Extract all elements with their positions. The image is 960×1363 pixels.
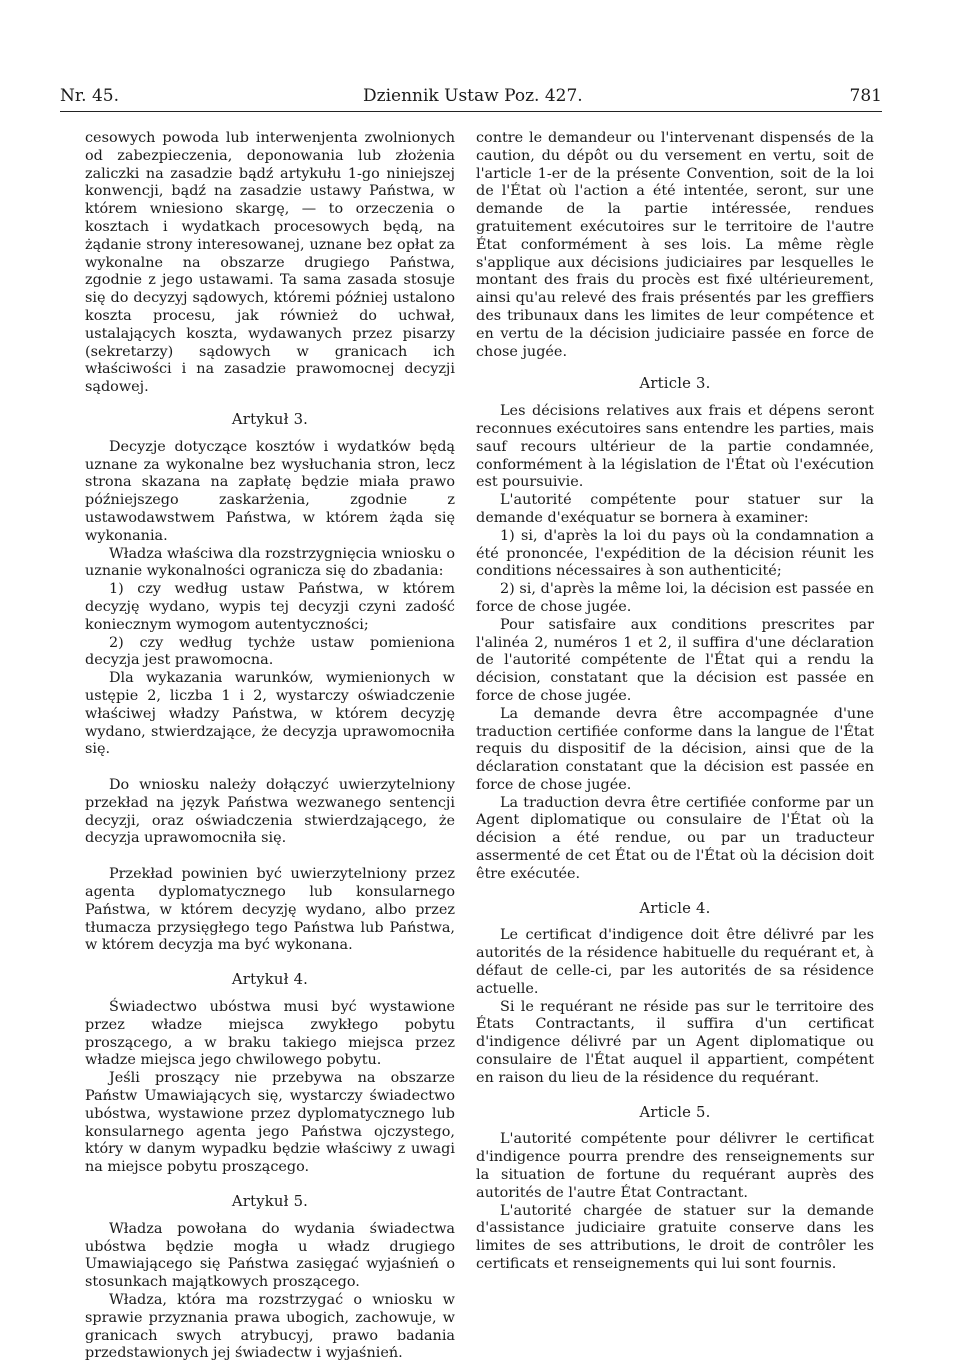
french-article-3-paragraph: Pour satisfaire aux conditions prescrites par l'alinéa 2, numéros 1 et 2, il suffira d'une déclaration de l'autorité compétente de l'État qui a rendu la décision, constatant que la décision est passée en force de chose jugée.	[476, 616, 874, 704]
polish-article-4-paragraph: Świadectwo ubóstwa musi być wystawione przez władze miejsca zwykłego pobytu proszącego, a w braku takiego miejsca przez władze miejsca jego chwilowego pobytu.	[85, 999, 455, 1069]
french-article-4-paragraph: Si le requérant ne réside pas sur le territoire des États Contractants, il suffira d'un certificat d'indigence délivré par un Agent diplomatique ou consulaire de l'État auquel il appartient, compétent en raison du lieu de la résidence du requérant.	[476, 998, 874, 1086]
polish-article-3-paragraph: 1) czy według ustaw Państwa, w którem decyzję wydano, wypis tej decyzji czyni zadość koniecznym wymogom autentyczności;	[85, 581, 455, 633]
french-article-5-paragraph: L'autorité chargée de statuer sur la demande d'assistance judiciaire gratuite conserve dans les limites de ses attributions, le droit de contrôler les certificats et renseignements qui lui sont fournis.	[476, 1202, 874, 1273]
polish-article-3-paragraph: Przekład powinien być uwierzytelniony przez agenta dyplomatycznego lub konsularnego Państwa, w którem decyzję wydano, albo przez tłumacza przysięgłego tego Państwa lub Państwa, w którem decyzja ma być wykonana.	[85, 866, 455, 954]
journal-title: Dziennik Ustaw Poz. 427.	[363, 86, 583, 106]
page-number: 781	[849, 86, 882, 106]
french-article-4-paragraph: Le certificat d'indigence doit être délivré par les autorités de la résidence habituelle du requérant et, à défaut de celle-ci, par les autorités de sa résidence actuelle.	[476, 927, 874, 997]
french-article-3-paragraph: L'autorité compétente pour statuer sur la demande d'exéquatur se bornera à examiner:	[476, 492, 874, 526]
french-article-3-heading: Article 3.	[639, 375, 711, 393]
french-article-3-paragraph: Les décisions relatives aux frais et dépens seront reconnues exécutoires sans entendre les parties, mais sauf recours ultérieur de la partie condamnée, conformément à la législation de l'État où l'exécution est poursuivie.	[476, 403, 874, 491]
french-article-3-paragraph: 1) si, d'après la loi du pays où la condamnation a été prononcée, l'expédition de la décision réunit les conditions nécessaires à son authenticité;	[476, 527, 874, 580]
polish-column	[85, 130, 455, 1363]
issue-number: Nr. 45.	[60, 86, 119, 106]
polish-article-3-paragraph: Do wniosku należy dołączyć uwierzytelniony przekład na język Państwa wezwanego sentencji decyzji, oraz oświadczenia stwierdzającego, że decyzja uprawomocniła się.	[85, 777, 455, 847]
polish-article-3-paragraph: Dla wykazania warunków, wymienionych w ustępie 2, liczba 1 i 2, wystarczy oświadczenie właściwej władzy Państwa, w którem decyzję wydano, stwierdzające, że decyzja uprawomocniła się.	[85, 670, 455, 758]
polish-article-4-heading: Artykuł 4.	[231, 971, 309, 989]
french-intro-paragraph: contre le demandeur ou l'intervenant dispensés de la caution, du dépôt ou du versement en vertu, soit de l'article 1-er de la présente Convention, soit de la loi de l'État où l'action a été intentée, seront, sur une demande de la partie intéressée, rendues gratuitement exécutoires sur le territoire de l'autre État conformément à ses lois. La même règle s'applique aux décisions judiciaires par lesquelles le montant des frais du procès est fixé ultérieurement, ainsi qu'au relevé des frais présentés par les greffiers des tribunaux dans les limites de leur compétence et en vertu de la décision judiciaire passée en force de chose jugée.	[476, 130, 874, 360]
polish-intro-paragraph: cesowych powoda lub interwenjenta zwolnionych od zabezpieczenia, deponowania lub złożenia zaliczki na zasadzie bądź artykułu 1-go niniejszej konwencji, bądź na zasadzie ustawy Państwa, w którem wniesiono skargę, — to orzeczenia o kosztach i wydatkach procesowych będą, na żądanie strony interesowanej, uznane bez opłat za wykonalne na obszarze drugiego Państwa, zgodnie z jego ustawami. Ta sama zasada stosuje się do decyzyj sądowych, któremi później ustalono koszta procesu, jak również do uchwał, ustalających koszta, wydawanych przez pisarzy (sekretarzy) sądowych w granicach ich właściwości i na zasadzie prawomocnej decyzji sądowej.	[85, 130, 455, 396]
polish-article-3-heading: Artykuł 3.	[231, 410, 309, 428]
french-article-3-paragraph: La traduction devra être certifiée conforme par un Agent diplomatique ou consulaire de l'État où la décision a été rendue, ou par un traducteur assermenté de cet État ou de l'État où la décision doit être exécutée.	[476, 794, 874, 882]
polish-article-3-paragraph: Decyzje dotyczące kosztów i wydatków będą uznane za wykonalne bez wysłuchania stron, lecz strona skazana na zapłatę będzie miała prawo późniejszego zaskarżenia, zgodnie z ustawodawstwem Państwa, w którem żąda się wykonania.	[85, 438, 455, 544]
header-divider	[60, 111, 882, 112]
polish-article-3-paragraph: Władza właściwa dla rozstrzygnięcia wniosku o uznanie wykonalności ogranicza się do zbadania:	[85, 545, 455, 580]
french-article-4-heading: Article 4.	[639, 899, 711, 917]
french-article-3-paragraph: 2) si, d'après la même loi, la décision est passée en force de chose jugée.	[476, 581, 874, 615]
polish-article-5-paragraph: Władza, która ma rozstrzygać o wniosku w sprawie przyznania prawa ubogich, zachowuje, w granicach swych atrybucyj, prawo badania przedstawionych jej świadectw i wyjaśnień.	[85, 1292, 455, 1362]
polish-article-5-heading: Artykuł 5.	[231, 1193, 309, 1211]
french-column	[476, 130, 874, 1274]
french-article-3-paragraph: La demande devra être accompagnée d'une traduction certifiée conforme dans la langue de l'État requis du dispositif de la décision, ainsi que de la déclaration constatant que la décision est passée en force de chose jugée.	[476, 705, 874, 793]
polish-article-4-paragraph: Jeśli proszący nie przebywa na obszarze Państw Umawiających się, wystarczy świadectwo ubóstwa, wystawione przez dyplomatycznego lub konsularnego agenta jego Państwa ojczystego, który w danym wypadku będzie właściwy z uwagi na miejsce pobytu proszącego.	[85, 1070, 455, 1176]
running-header	[60, 86, 882, 110]
polish-article-3-paragraph: 2) czy według tychże ustaw pomieniona decyzja jest prawomocna.	[85, 634, 455, 669]
french-article-5-paragraph: L'autorité compétente pour délivrer le certificat d'indigence pourra prendre des renseignements sur la situation de fortune du requérant auprès des autorités de l'autre État Contractant.	[476, 1131, 874, 1201]
french-article-5-heading: Article 5.	[639, 1103, 711, 1121]
polish-article-5-paragraph: Władza powołana do wydania świadectwa ubóstwa będzie mogła u władz drugiego Umawiającego się Państwa zasięgać wyjaśnień o stosunkach majątkowych proszącego.	[85, 1220, 455, 1291]
